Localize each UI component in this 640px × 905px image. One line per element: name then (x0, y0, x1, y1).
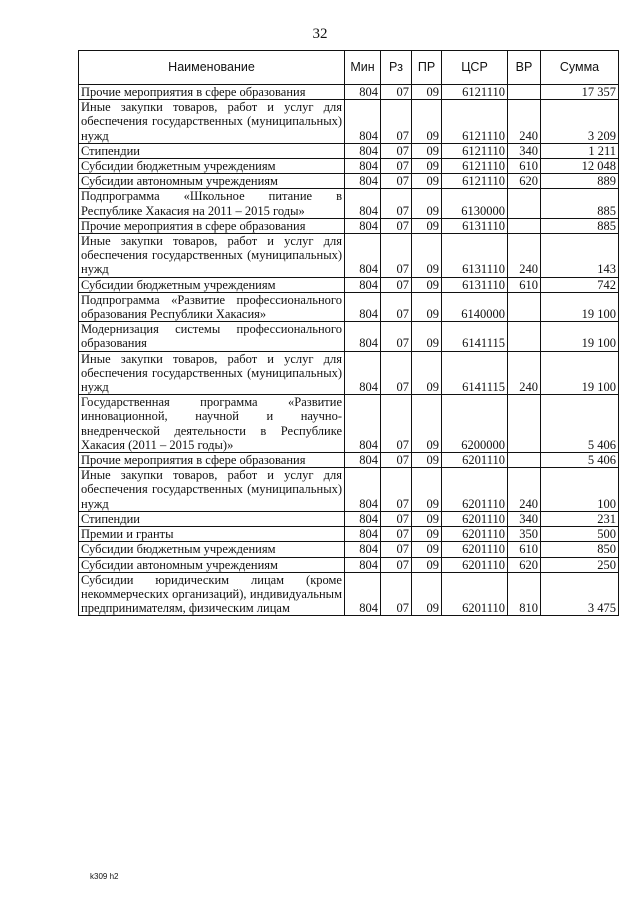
header-sum: Сумма (541, 51, 619, 85)
cell-vr: 610 (508, 277, 541, 292)
cell-min: 804 (345, 453, 381, 468)
table-row (79, 395, 619, 453)
cell-sum: 1 211 (541, 143, 619, 158)
cell-name: Государственная программа «Развитие инновационной, научной и научно-внедренческой деятельности в Республике Хакасия (2011 – 2015 годы)» (79, 395, 345, 453)
cell-name: Субсидии юридическим лицам (кроме некоммерческих организаций), индивидуальным предпринимателям, физическим лицам (79, 572, 345, 616)
cell-vr: 350 (508, 527, 541, 542)
cell-csr: 6121110 (442, 143, 508, 158)
cell-vr: 240 (508, 100, 541, 144)
cell-rz: 07 (381, 85, 412, 100)
cell-csr: 6201110 (442, 453, 508, 468)
cell-rz: 07 (381, 143, 412, 158)
cell-min: 804 (345, 143, 381, 158)
table-row (79, 292, 619, 321)
cell-pr: 09 (412, 527, 442, 542)
cell-vr: 240 (508, 234, 541, 278)
cell-min: 804 (345, 542, 381, 557)
table-body (79, 85, 619, 616)
cell-vr (508, 322, 541, 351)
cell-rz: 07 (381, 174, 412, 189)
cell-rz: 07 (381, 572, 412, 616)
table-header-row (79, 51, 619, 85)
cell-csr: 6131110 (442, 277, 508, 292)
cell-name: Прочие мероприятия в сфере образования (79, 85, 345, 100)
cell-csr: 6121110 (442, 100, 508, 144)
cell-rz: 07 (381, 527, 412, 542)
cell-vr: 610 (508, 159, 541, 174)
cell-pr: 09 (412, 322, 442, 351)
cell-sum: 5 406 (541, 453, 619, 468)
cell-name: Субсидии бюджетным учреждениям (79, 277, 345, 292)
table-row (79, 277, 619, 292)
table-row (79, 453, 619, 468)
header-min: Мин (345, 51, 381, 85)
cell-rz: 07 (381, 277, 412, 292)
table-row (79, 85, 619, 100)
cell-vr (508, 189, 541, 218)
cell-name: Модернизация системы профессионального образования (79, 322, 345, 351)
cell-pr: 09 (412, 189, 442, 218)
cell-vr (508, 218, 541, 233)
cell-pr: 09 (412, 453, 442, 468)
cell-name: Прочие мероприятия в сфере образования (79, 453, 345, 468)
cell-rz: 07 (381, 189, 412, 218)
cell-sum: 250 (541, 557, 619, 572)
cell-sum: 885 (541, 189, 619, 218)
cell-pr: 09 (412, 511, 442, 526)
cell-csr: 6201110 (442, 468, 508, 512)
table-row (79, 174, 619, 189)
cell-sum: 889 (541, 174, 619, 189)
cell-csr: 6140000 (442, 292, 508, 321)
table-row (79, 527, 619, 542)
cell-pr: 09 (412, 85, 442, 100)
cell-name: Иные закупки товаров, работ и услуг для обеспечения государственных (муниципальных) нужд (79, 100, 345, 144)
table-row (79, 542, 619, 557)
cell-vr (508, 395, 541, 453)
cell-name: Субсидии бюджетным учреждениям (79, 159, 345, 174)
cell-rz: 07 (381, 218, 412, 233)
cell-rz: 07 (381, 159, 412, 174)
cell-csr: 6131110 (442, 218, 508, 233)
table-row (79, 572, 619, 616)
cell-pr: 09 (412, 351, 442, 395)
cell-rz: 07 (381, 351, 412, 395)
table-row (79, 143, 619, 158)
header-pr: ПР (412, 51, 442, 85)
cell-sum: 742 (541, 277, 619, 292)
cell-rz: 07 (381, 395, 412, 453)
table-row (79, 511, 619, 526)
cell-vr: 620 (508, 174, 541, 189)
cell-vr: 340 (508, 143, 541, 158)
cell-pr: 09 (412, 159, 442, 174)
cell-min: 804 (345, 351, 381, 395)
cell-min: 804 (345, 395, 381, 453)
cell-name: Субсидии автономным учреждениям (79, 174, 345, 189)
cell-rz: 07 (381, 511, 412, 526)
cell-rz: 07 (381, 468, 412, 512)
cell-min: 804 (345, 527, 381, 542)
cell-rz: 07 (381, 100, 412, 144)
cell-rz: 07 (381, 234, 412, 278)
cell-rz: 07 (381, 322, 412, 351)
cell-rz: 07 (381, 557, 412, 572)
cell-sum: 19 100 (541, 351, 619, 395)
cell-min: 804 (345, 174, 381, 189)
cell-vr: 810 (508, 572, 541, 616)
cell-pr: 09 (412, 557, 442, 572)
table-row (79, 322, 619, 351)
cell-min: 804 (345, 292, 381, 321)
cell-sum: 19 100 (541, 322, 619, 351)
budget-table (78, 50, 619, 616)
table-row (79, 234, 619, 278)
cell-csr: 6201110 (442, 557, 508, 572)
cell-csr: 6141115 (442, 322, 508, 351)
cell-min: 804 (345, 468, 381, 512)
cell-name: Иные закупки товаров, работ и услуг для обеспечения государственных (муниципальных) нужд (79, 468, 345, 512)
cell-sum: 17 357 (541, 85, 619, 100)
cell-sum: 3 209 (541, 100, 619, 144)
cell-sum: 5 406 (541, 395, 619, 453)
cell-min: 804 (345, 218, 381, 233)
cell-name: Субсидии бюджетным учреждениям (79, 542, 345, 557)
cell-csr: 6201110 (442, 542, 508, 557)
header-vr: ВР (508, 51, 541, 85)
cell-sum: 143 (541, 234, 619, 278)
cell-pr: 09 (412, 395, 442, 453)
cell-csr: 6141115 (442, 351, 508, 395)
header-name: Наименование (79, 51, 345, 85)
cell-min: 804 (345, 511, 381, 526)
cell-pr: 09 (412, 572, 442, 616)
cell-pr: 09 (412, 292, 442, 321)
cell-min: 804 (345, 100, 381, 144)
cell-name: Прочие мероприятия в сфере образования (79, 218, 345, 233)
cell-name: Иные закупки товаров, работ и услуг для обеспечения государственных (муниципальных) нужд (79, 351, 345, 395)
header-csr: ЦСР (442, 51, 508, 85)
cell-pr: 09 (412, 277, 442, 292)
cell-min: 804 (345, 277, 381, 292)
cell-pr: 09 (412, 468, 442, 512)
cell-sum: 12 048 (541, 159, 619, 174)
cell-csr: 6131110 (442, 234, 508, 278)
cell-name: Премии и гранты (79, 527, 345, 542)
cell-csr: 6201110 (442, 572, 508, 616)
cell-min: 804 (345, 557, 381, 572)
cell-min: 804 (345, 322, 381, 351)
cell-csr: 6130000 (442, 189, 508, 218)
cell-min: 804 (345, 572, 381, 616)
table-row (79, 159, 619, 174)
cell-name: Стипендии (79, 511, 345, 526)
table-row (79, 351, 619, 395)
cell-name: Субсидии автономным учреждениям (79, 557, 345, 572)
cell-sum: 19 100 (541, 292, 619, 321)
cell-pr: 09 (412, 218, 442, 233)
cell-vr: 340 (508, 511, 541, 526)
cell-pr: 09 (412, 234, 442, 278)
cell-vr: 240 (508, 351, 541, 395)
cell-rz: 07 (381, 453, 412, 468)
cell-vr: 610 (508, 542, 541, 557)
cell-csr: 6201110 (442, 527, 508, 542)
table-row (79, 189, 619, 218)
cell-vr (508, 85, 541, 100)
cell-vr: 620 (508, 557, 541, 572)
cell-sum: 850 (541, 542, 619, 557)
cell-pr: 09 (412, 100, 442, 144)
table-row (79, 218, 619, 233)
table-row (79, 100, 619, 144)
cell-csr: 6121110 (442, 174, 508, 189)
cell-pr: 09 (412, 174, 442, 189)
cell-csr: 6201110 (442, 511, 508, 526)
cell-csr: 6121110 (442, 159, 508, 174)
cell-vr (508, 292, 541, 321)
cell-csr: 6121110 (442, 85, 508, 100)
cell-sum: 3 475 (541, 572, 619, 616)
cell-sum: 500 (541, 527, 619, 542)
cell-pr: 09 (412, 143, 442, 158)
cell-name: Стипендии (79, 143, 345, 158)
cell-name: Подпрограмма «Развитие профессионального образования Республики Хакасия» (79, 292, 345, 321)
cell-csr: 6200000 (442, 395, 508, 453)
cell-rz: 07 (381, 292, 412, 321)
cell-min: 804 (345, 189, 381, 218)
header-rz: Рз (381, 51, 412, 85)
cell-min: 804 (345, 85, 381, 100)
cell-min: 804 (345, 159, 381, 174)
cell-min: 804 (345, 234, 381, 278)
cell-vr (508, 453, 541, 468)
cell-pr: 09 (412, 542, 442, 557)
cell-sum: 231 (541, 511, 619, 526)
cell-vr: 240 (508, 468, 541, 512)
cell-name: Иные закупки товаров, работ и услуг для обеспечения государственных (муниципальных) нужд (79, 234, 345, 278)
table-row (79, 468, 619, 512)
cell-name: Подпрограмма «Школьное питание в Республике Хакасия на 2011 – 2015 годы» (79, 189, 345, 218)
cell-sum: 100 (541, 468, 619, 512)
table-row (79, 557, 619, 572)
footer-code: k309 h2 (90, 872, 119, 881)
cell-rz: 07 (381, 542, 412, 557)
page-number: 32 (312, 26, 328, 42)
cell-sum: 885 (541, 218, 619, 233)
